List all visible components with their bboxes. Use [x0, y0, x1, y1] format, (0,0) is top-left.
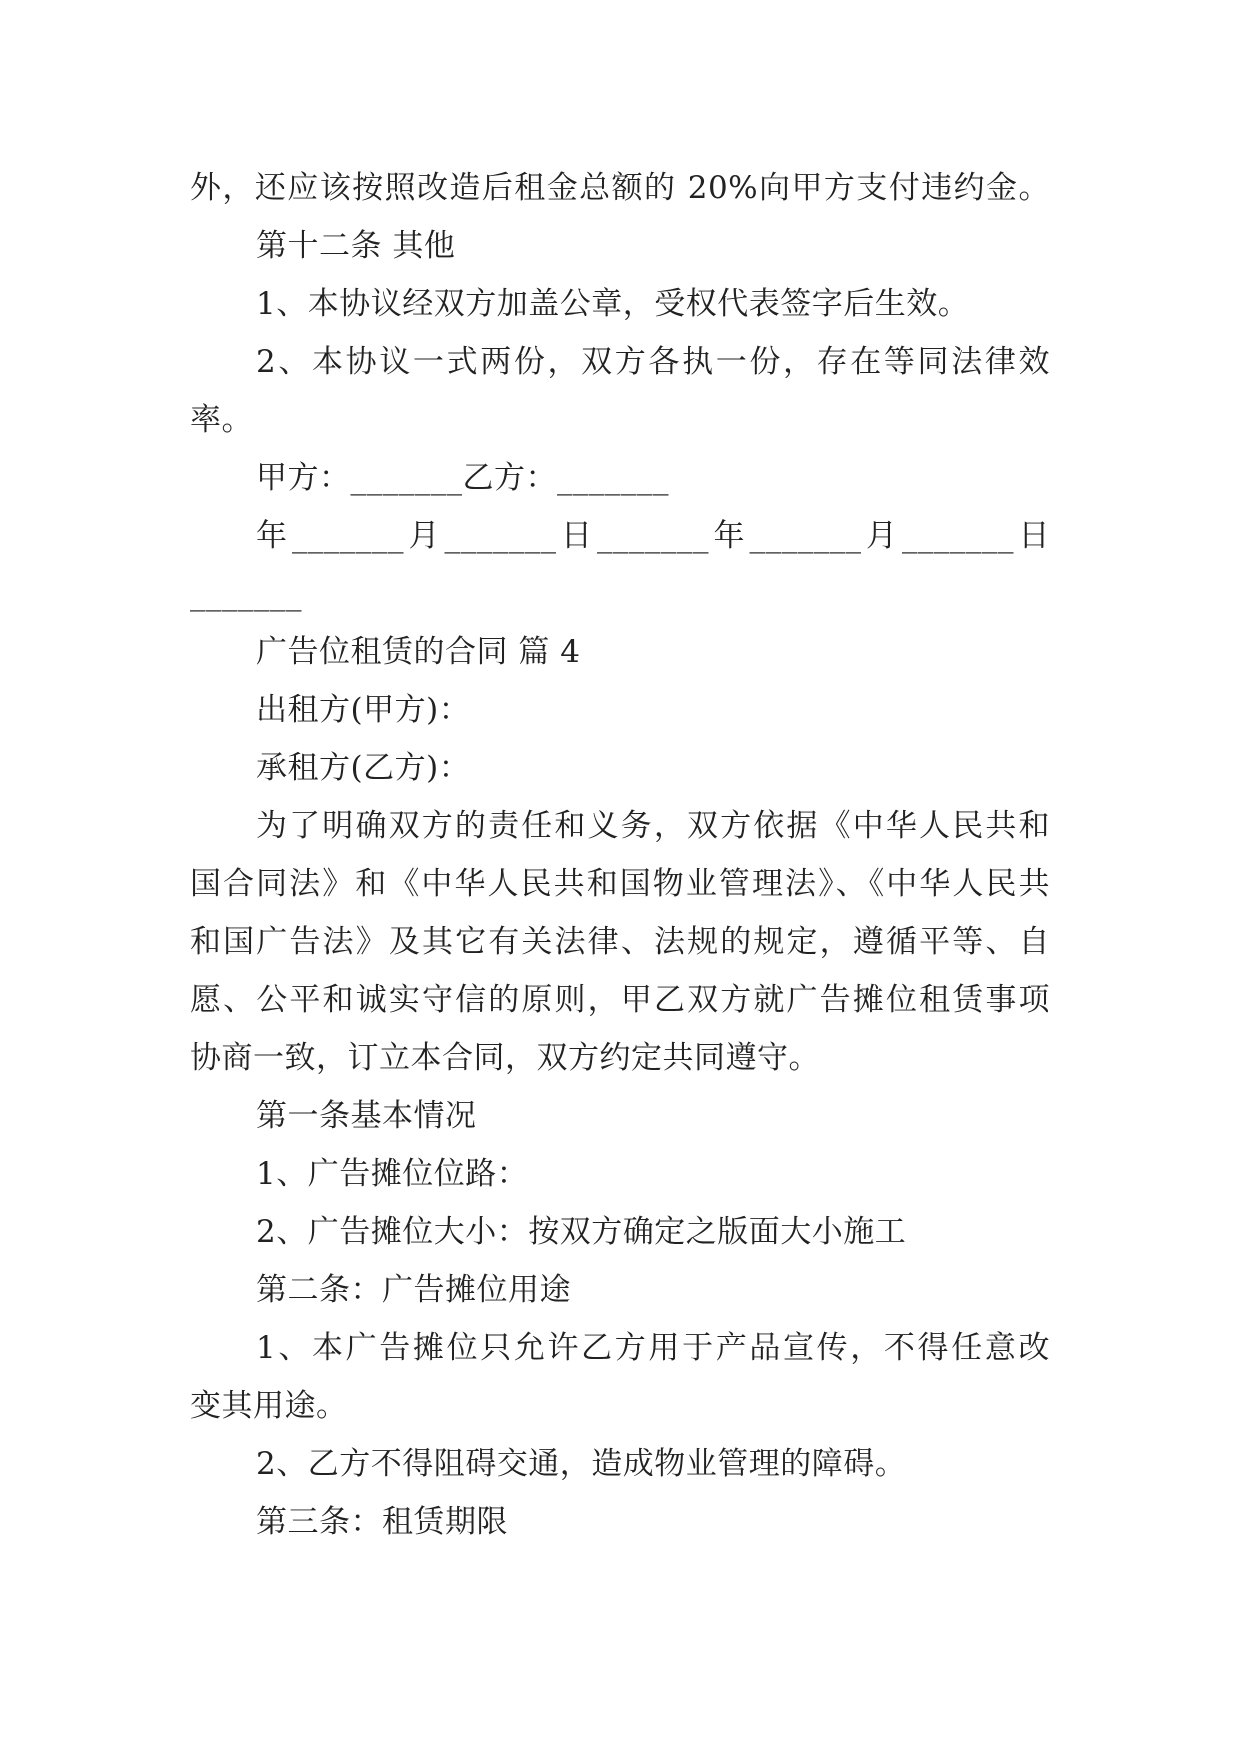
paragraph-line: 1、本广告摊位只允许乙方用于产品宣传，不得任意改 — [256, 1330, 1050, 1366]
document-title: 广告位租赁的合同 篇 4 — [256, 634, 581, 670]
paragraph-line: 1、本协议经双方加盖公章，受权代表签字后生效。 — [256, 286, 970, 322]
section-heading: 第三条：租赁期限 — [256, 1504, 508, 1540]
paragraph-line: 为了明确双方的责任和义务，双方依据《中华人民共和 — [256, 808, 1050, 844]
paragraph-line: 外，还应该按照改造后租金总额的 20%向甲方支付违约金。 — [190, 170, 1050, 206]
paragraph-line: 协商一致，订立本合同，双方约定共同遵守。 — [190, 1040, 820, 1076]
paragraph-line: 1、广告摊位位路： — [256, 1156, 529, 1192]
section-heading: 第十二条 其他 — [256, 228, 456, 264]
paragraph-line: 和国广告法》及其它有关法律、法规的规定，遵循平等、自 — [190, 924, 1050, 960]
section-heading: 第二条：广告摊位用途 — [256, 1272, 571, 1308]
paragraph-line: 国合同法》和《中华人民共和国物业管理法》、《中华人民共 — [190, 866, 1050, 902]
date-line-continuation: _______ — [190, 576, 302, 612]
lessor-label: 出租方(甲方)： — [256, 692, 471, 728]
paragraph-line: 变其用途。 — [190, 1388, 348, 1424]
paragraph-line: 2、本协议一式两份，双方各执一份，存在等同法律效 — [256, 344, 1050, 380]
date-line: 年_______月_______日_______年_______月_______日 — [256, 518, 1050, 554]
section-heading: 第一条基本情况 — [256, 1098, 477, 1134]
paragraph-line: 率。 — [190, 402, 253, 438]
lessee-label: 承租方(乙方)： — [256, 750, 471, 786]
paragraph-line: 愿、公平和诚实守信的原则，甲乙双方就广告摊位租赁事项 — [190, 982, 1050, 1018]
signature-line: 甲方：_______乙方：_______ — [256, 460, 669, 496]
paragraph-line: 2、广告摊位大小：按双方确定之版面大小施工 — [256, 1214, 907, 1250]
paragraph-line: 2、乙方不得阻碍交通，造成物业管理的障碍。 — [256, 1446, 907, 1482]
